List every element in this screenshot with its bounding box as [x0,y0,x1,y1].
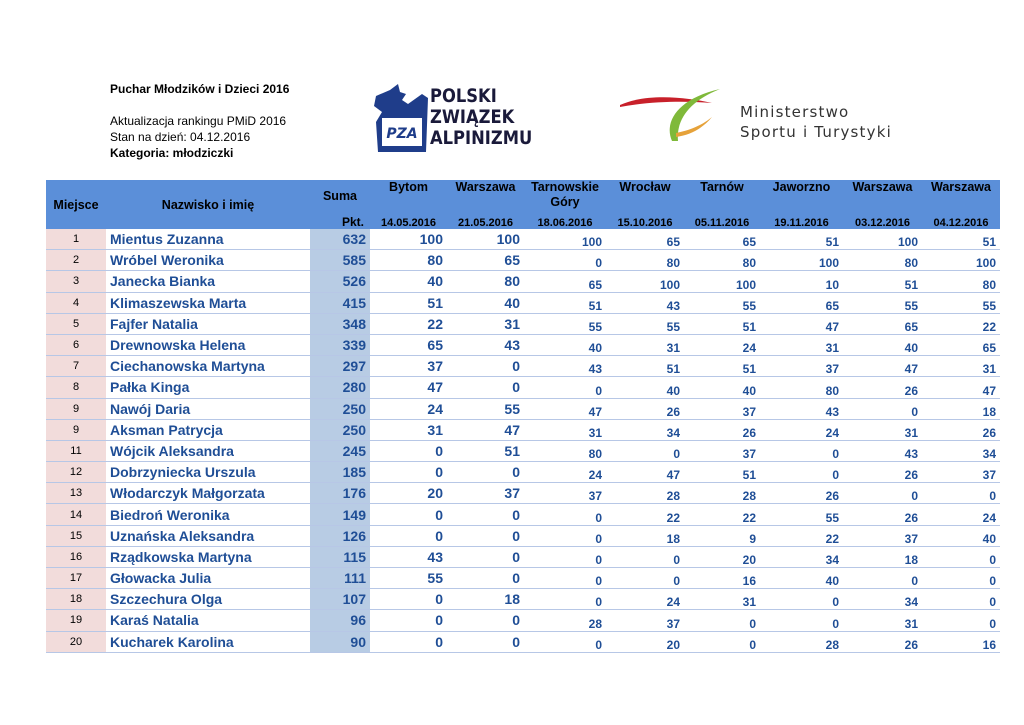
sum-cell: 245 [310,440,370,461]
points-cell: 0 [524,589,606,610]
points-cell: 31 [370,419,447,440]
points-cell: 37 [843,525,922,546]
points-cell: 47 [922,377,1000,398]
points-cell: 26 [922,419,1000,440]
points-cell: 22 [606,504,684,525]
points-cell: 0 [760,610,843,631]
name-cell: Karaś Natalia [106,610,310,631]
points-cell: 0 [447,356,524,377]
points-cell: 40 [447,292,524,313]
points-cell: 37 [447,483,524,504]
points-cell: 80 [524,440,606,461]
points-cell: 0 [370,589,447,610]
points-cell: 80 [922,271,1000,292]
points-cell: 80 [684,250,760,271]
points-cell: 0 [843,568,922,589]
place-cell: 3 [46,271,106,292]
points-cell: 40 [843,334,922,355]
points-cell: 18 [447,589,524,610]
points-cell: 0 [524,377,606,398]
points-cell: 100 [760,250,843,271]
place-cell: 1 [46,229,106,250]
points-cell: 100 [684,271,760,292]
points-cell: 40 [370,271,447,292]
points-cell: 80 [843,250,922,271]
points-cell: 22 [760,525,843,546]
name-cell: Biedroń Weronika [106,504,310,525]
points-cell: 100 [370,229,447,250]
table-row [46,546,1000,567]
points-cell: 80 [606,250,684,271]
table-row [46,398,1000,419]
points-cell: 47 [606,462,684,483]
points-cell: 0 [922,589,1000,610]
place-cell: 9 [46,398,106,419]
points-cell: 43 [524,356,606,377]
points-cell: 51 [922,229,1000,250]
points-cell: 0 [524,631,606,652]
name-cell: Dobrzyniecka Urszula [106,462,310,483]
name-cell: Fajfer Natalia [106,313,310,334]
points-cell: 24 [606,589,684,610]
place-cell: 7 [46,356,106,377]
table-row [46,419,1000,440]
points-cell: 24 [524,462,606,483]
points-cell: 0 [370,504,447,525]
points-cell: 43 [843,440,922,461]
points-cell: 65 [760,292,843,313]
points-cell: 0 [447,610,524,631]
points-cell: 37 [684,440,760,461]
col-header-sum: Suma [310,180,370,212]
col-header-event-city [684,180,760,212]
points-cell: 22 [370,313,447,334]
ministry-line-2: Sportu i Turystyki [740,123,892,141]
points-cell: 34 [606,419,684,440]
points-cell: 80 [370,250,447,271]
points-cell: 55 [370,568,447,589]
pza-line-1: POLSKI [430,85,497,107]
points-cell: 31 [922,356,1000,377]
col-header-event-date: 14.05.2016 [370,212,447,229]
table-row [46,610,1000,631]
points-cell: 31 [524,419,606,440]
points-cell: 31 [447,313,524,334]
points-cell: 51 [370,292,447,313]
points-cell: 0 [524,504,606,525]
points-cell: 31 [760,334,843,355]
points-cell: 18 [843,546,922,567]
name-cell: Wójcik Aleksandra [106,440,310,461]
table-row [46,292,1000,313]
pza-wordmark [430,86,532,149]
place-cell: 14 [46,504,106,525]
name-cell: Drewnowska Helena [106,334,310,355]
place-cell: 5 [46,313,106,334]
points-cell: 47 [524,398,606,419]
points-cell: 9 [684,525,760,546]
table-row [46,483,1000,504]
points-cell: 37 [524,483,606,504]
col-header-event-date: 18.06.2016 [524,212,606,229]
sum-cell: 339 [310,334,370,355]
points-cell: 0 [843,398,922,419]
points-cell: 0 [447,377,524,398]
name-cell: Kucharek Karolina [106,631,310,652]
points-cell: 24 [760,419,843,440]
points-cell: 65 [447,250,524,271]
place-cell: 2 [46,250,106,271]
sum-cell: 149 [310,504,370,525]
table-row [46,504,1000,525]
points-cell: 0 [922,483,1000,504]
points-cell: 47 [447,419,524,440]
col-header-place: Miejsce [46,180,106,229]
points-cell: 51 [684,356,760,377]
points-cell: 0 [684,631,760,652]
points-cell: 0 [606,568,684,589]
place-cell: 16 [46,546,106,567]
points-cell: 0 [760,440,843,461]
points-cell: 24 [922,504,1000,525]
points-cell: 37 [606,610,684,631]
points-cell: 0 [524,568,606,589]
points-cell: 40 [760,568,843,589]
sum-cell: 107 [310,589,370,610]
event-city-label: Tarnów [700,180,744,194]
points-cell: 0 [447,546,524,567]
points-cell: 34 [760,546,843,567]
name-cell: Głowacka Julia [106,568,310,589]
sum-cell: 526 [310,271,370,292]
points-cell: 0 [447,568,524,589]
points-cell: 24 [684,334,760,355]
place-cell: 11 [46,440,106,461]
event-city-label: Tarnowskie Góry [531,180,599,209]
table-row [46,377,1000,398]
document-title: Puchar Młodzików i Dzieci 2016 [110,82,290,96]
points-cell: 28 [524,610,606,631]
points-cell: 100 [922,250,1000,271]
points-cell: 18 [922,398,1000,419]
points-cell: 20 [606,631,684,652]
place-cell: 4 [46,292,106,313]
name-cell: Aksman Patrycja [106,419,310,440]
points-cell: 34 [922,440,1000,461]
points-cell: 0 [370,525,447,546]
table-row [46,229,1000,250]
points-cell: 51 [447,440,524,461]
points-cell: 51 [524,292,606,313]
pza-line-3: ALPINIZMU [430,127,533,149]
points-cell: 65 [684,229,760,250]
sum-cell: 176 [310,483,370,504]
points-cell: 31 [684,589,760,610]
points-cell: 47 [843,356,922,377]
points-cell: 20 [684,546,760,567]
event-city-label: Warszawa [455,180,516,194]
points-cell: 26 [843,631,922,652]
points-cell: 51 [684,462,760,483]
points-cell: 55 [843,292,922,313]
place-cell: 6 [46,334,106,355]
points-cell: 51 [684,313,760,334]
points-cell: 0 [922,546,1000,567]
col-header-event-city [760,180,843,212]
points-cell: 0 [684,610,760,631]
points-cell: 37 [370,356,447,377]
points-cell: 37 [760,356,843,377]
points-cell: 0 [447,525,524,546]
points-cell: 0 [370,462,447,483]
category-label: Kategoria: młodziczki [110,146,234,160]
points-cell: 65 [370,334,447,355]
points-cell: 40 [684,377,760,398]
name-cell: Ciechanowska Martyna [106,356,310,377]
table-row [46,356,1000,377]
table-row [46,334,1000,355]
points-cell: 65 [843,313,922,334]
points-cell: 40 [922,525,1000,546]
points-cell: 0 [524,546,606,567]
points-cell: 55 [447,398,524,419]
points-cell: 47 [760,313,843,334]
points-cell: 26 [843,377,922,398]
pza-emblem-text: PZA [386,126,418,142]
points-cell: 65 [606,229,684,250]
points-cell: 24 [370,398,447,419]
points-cell: 28 [760,631,843,652]
points-cell: 0 [843,483,922,504]
points-cell: 55 [760,504,843,525]
table-header-row [46,180,1000,212]
col-header-event-date: 05.11.2016 [684,212,760,229]
table-row [46,271,1000,292]
points-cell: 40 [606,377,684,398]
points-cell: 31 [843,419,922,440]
place-cell: 12 [46,462,106,483]
points-cell: 51 [760,229,843,250]
points-cell: 31 [606,334,684,355]
points-cell: 55 [922,292,1000,313]
points-cell: 26 [684,419,760,440]
place-cell: 20 [46,631,106,652]
points-cell: 0 [447,504,524,525]
points-cell: 0 [370,610,447,631]
points-cell: 43 [606,292,684,313]
col-header-event-date: 21.05.2016 [447,212,524,229]
points-cell: 0 [606,546,684,567]
col-header-event-date: 04.12.2016 [922,212,1000,229]
points-cell: 28 [684,483,760,504]
table-row [46,631,1000,652]
col-header-event-date: 03.12.2016 [843,212,922,229]
event-city-label: Warszawa [852,180,913,194]
sum-cell: 348 [310,313,370,334]
sum-cell: 250 [310,398,370,419]
sum-cell: 585 [310,250,370,271]
name-cell: Janecka Bianka [106,271,310,292]
points-cell: 34 [843,589,922,610]
sum-cell: 115 [310,546,370,567]
sum-cell: 250 [310,419,370,440]
points-cell: 20 [370,483,447,504]
ministry-wordmark [740,102,892,142]
points-cell: 10 [760,271,843,292]
name-cell: Uznańska Aleksandra [106,525,310,546]
points-cell: 0 [447,631,524,652]
points-cell: 100 [447,229,524,250]
event-city-label: Bytom [389,180,428,194]
ranking-table [46,180,1000,653]
table-row [46,568,1000,589]
event-city-label: Warszawa [931,180,991,194]
place-cell: 13 [46,483,106,504]
points-cell: 80 [760,377,843,398]
col-header-event-city [447,180,524,212]
place-cell: 8 [46,377,106,398]
points-cell: 26 [843,504,922,525]
col-header-event-city [524,180,606,212]
points-cell: 100 [843,229,922,250]
sum-cell: 111 [310,568,370,589]
points-cell: 51 [606,356,684,377]
points-cell: 0 [606,440,684,461]
points-cell: 31 [843,610,922,631]
col-header-event-city [370,180,447,212]
place-cell: 19 [46,610,106,631]
col-header-event-city [843,180,922,212]
points-cell: 0 [370,631,447,652]
col-header-event-city [922,180,1000,212]
points-cell: 55 [684,292,760,313]
place-cell: 18 [46,589,106,610]
points-cell: 100 [606,271,684,292]
event-city-label: Jaworzno [772,180,831,194]
points-cell: 55 [606,313,684,334]
name-cell: Rządkowska Martyna [106,546,310,567]
pza-line-2: ZWIĄZEK [430,106,515,128]
points-cell: 43 [447,334,524,355]
place-cell: 17 [46,568,106,589]
points-cell: 22 [922,313,1000,334]
points-cell: 16 [684,568,760,589]
sum-cell: 185 [310,462,370,483]
update-note: Aktualizacja rankingu PMiD 2016 [110,114,287,128]
sum-cell: 126 [310,525,370,546]
points-cell: 18 [606,525,684,546]
col-header-event-date: 19.11.2016 [760,212,843,229]
col-header-pkt: Pkt. [310,212,370,229]
points-cell: 0 [760,462,843,483]
table-row [46,440,1000,461]
name-cell: Mientus Zuzanna [106,229,310,250]
points-cell: 100 [524,229,606,250]
points-cell: 22 [684,504,760,525]
table-row [46,313,1000,334]
points-cell: 0 [370,440,447,461]
sum-cell: 90 [310,631,370,652]
points-cell: 40 [524,334,606,355]
event-city-label: Wrocław [619,180,671,194]
sum-cell: 632 [310,229,370,250]
points-cell: 37 [684,398,760,419]
name-cell: Klimaszewska Marta [106,292,310,313]
points-cell: 65 [922,334,1000,355]
sum-cell: 297 [310,356,370,377]
col-header-name: Nazwisko i imię [106,180,310,229]
name-cell: Wróbel Weronika [106,250,310,271]
table-row [46,525,1000,546]
points-cell: 0 [922,568,1000,589]
points-cell: 65 [524,271,606,292]
points-cell: 26 [843,462,922,483]
points-cell: 16 [922,631,1000,652]
ministry-line-1: Ministerstwo [740,103,850,121]
points-cell: 37 [922,462,1000,483]
col-header-event-date: 15.10.2016 [606,212,684,229]
document-header [110,81,289,161]
points-cell: 26 [606,398,684,419]
as-of-date: Stan na dzień: 04.12.2016 [110,130,251,144]
place-cell: 15 [46,525,106,546]
points-cell: 28 [606,483,684,504]
points-cell: 51 [843,271,922,292]
table-row [46,589,1000,610]
points-cell: 47 [370,377,447,398]
points-cell: 55 [524,313,606,334]
sum-cell: 280 [310,377,370,398]
name-cell: Pałka Kinga [106,377,310,398]
points-cell: 0 [524,525,606,546]
sum-cell: 415 [310,292,370,313]
place-cell: 9 [46,419,106,440]
table-row [46,250,1000,271]
name-cell: Szczechura Olga [106,589,310,610]
points-cell: 0 [524,250,606,271]
points-cell: 0 [760,589,843,610]
points-cell: 0 [922,610,1000,631]
points-cell: 80 [447,271,524,292]
table-row [46,462,1000,483]
points-cell: 43 [370,546,447,567]
name-cell: Nawój Daria [106,398,310,419]
name-cell: Włodarczyk Małgorzata [106,483,310,504]
points-cell: 0 [447,462,524,483]
sum-cell: 96 [310,610,370,631]
col-header-event-city [606,180,684,212]
points-cell: 26 [760,483,843,504]
points-cell: 43 [760,398,843,419]
